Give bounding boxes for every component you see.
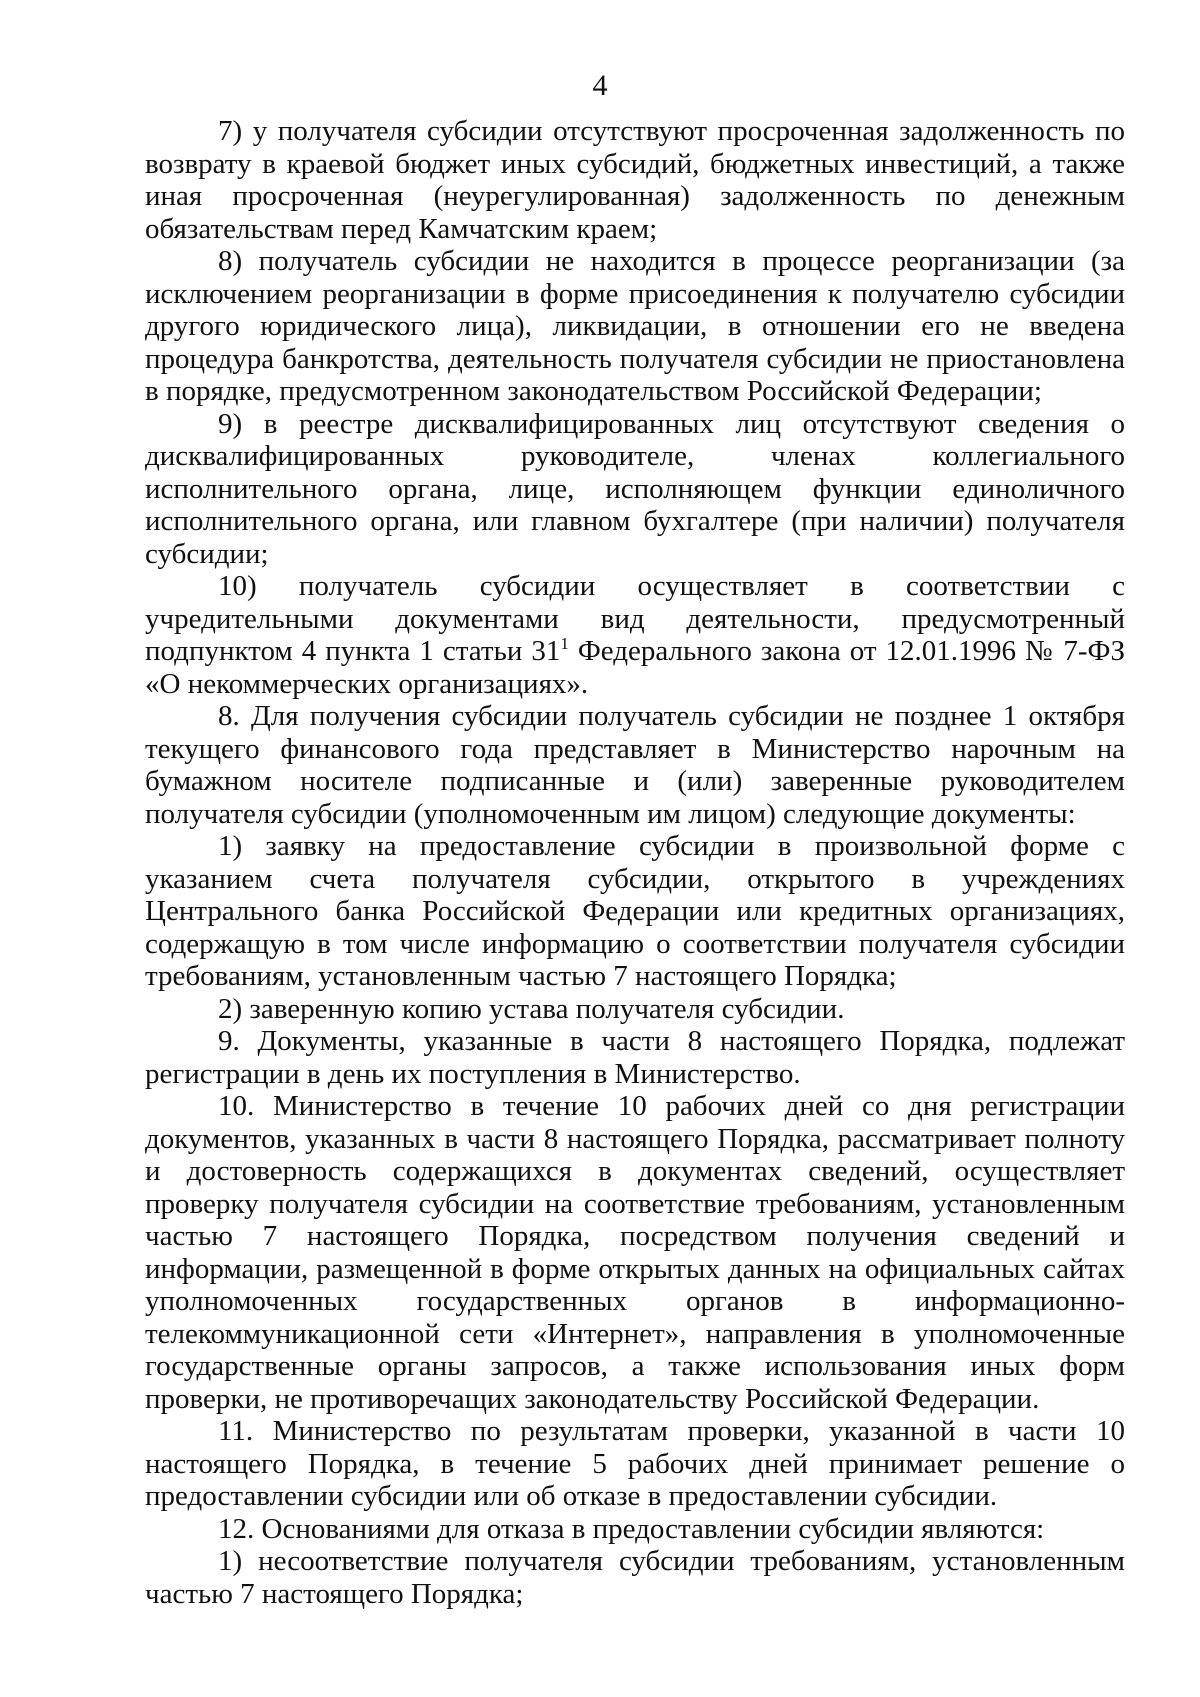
paragraph-section-9: 9. Документы, указанные в части 8 настоящего Порядка, подлежат регистрации в день их поступления в Министерство.	[145, 1025, 1125, 1090]
paragraph-document-1: 1) заявку на предоставление субсидии в произвольной форме с указанием счета получателя субсидии, открытого в учреждениях Центрального банка Российской Федерации или кредитных организациях, содержащую в том числе информацию о соответствии получателя субсидии требованиям, установленным частью 7 настоящего Порядка;	[145, 830, 1125, 992]
document-body	[145, 115, 1125, 1610]
paragraph-section-11: 11. Министерство по результатам проверки, указанной в части 10 настоящего Порядка, в течение 5 рабочих дней принимает решение о предоставлении субсидии или об отказе в предоставлении субсидии.	[145, 1415, 1125, 1512]
paragraph-section-8: 8. Для получения субсидии получатель субсидии не позднее 1 октября текущего финансового года представляет в Министерство нарочным на бумажном носителе подписанные и (или) заверенные руководителем получателя субсидии (уполномоченным им лицом) следующие документы:	[145, 700, 1125, 830]
paragraph-item-10-text-after: Федерального закона от 12.01.1996 № 7-ФЗ «О некоммерческих организациях».	[145, 635, 1126, 700]
paragraph-document-2: 2) заверенную копию устава получателя субсидии.	[218, 992, 845, 1025]
paragraph-item-7: 7) у получателя субсидии отсутствуют просроченная задолженность по возврату в краевой бюджет иных субсидий, бюджетных инвестиций, а также иная просроченная (неурегулированная) задолженность по денежным обязательствам перед Камчатским краем;	[145, 115, 1125, 245]
paragraph-section-10: 10. Министерство в течение 10 рабочих дней со дня регистрации документов, указанных в части 8 настоящего Порядка, рассматривает полноту и достоверность содержащихся в документах сведений, осуществляет проверку получателя субсидии на соответствие требованиям, установленным частью 7 настоящего Порядка, посредством получения сведений и информации, размещенной в форме открытых данных на официальных сайтах уполномоченных государственных органов в информационно-телекоммуникационной сети «Интернет», направления в уполномоченные государственные органы запросов, а также использования иных форм проверки, не противоречащих законодательству Российской Федерации.	[145, 1090, 1125, 1415]
paragraph-refusal-reason-1: 1) несоответствие получателя субсидии требованиям, установленным частью 7 настоящего Порядка;	[145, 1545, 1125, 1610]
paragraph-item-9: 9) в реестре дисквалифицированных лиц отсутствуют сведения о дисквалифицированных руководителе, членах коллегиального исполнительного органа, лице, исполняющем функции единоличного исполнительного органа, или главном бухгалтере (при наличии) получателя субсидии;	[145, 407, 1125, 570]
paragraph-section-12: 12. Основаниями для отказа в предоставлении субсидии являются:	[218, 1512, 1045, 1545]
page-number: 4	[592, 69, 608, 102]
article-superscript: 1	[560, 634, 569, 653]
paragraph-item-10-text-before: 10) получатель субсидии осуществляет в соответствии с учредительными документами вид деятельности, предусмотренный подпунктом 4 пункта 1 статьи 31	[145, 570, 1125, 667]
paragraph-item-10	[145, 570, 1125, 700]
paragraph-item-8: 8) получатель субсидии не находится в процессе реорганизации (за исключением реорганизации в форме присоединения к получателю субсидии другого юридического лица), ликвидации, в отношении его не введена процедура банкротства, деятельность получателя субсидии не приостановлена в порядке, предусмотренном законодательством Российской Федерации;	[145, 245, 1125, 407]
